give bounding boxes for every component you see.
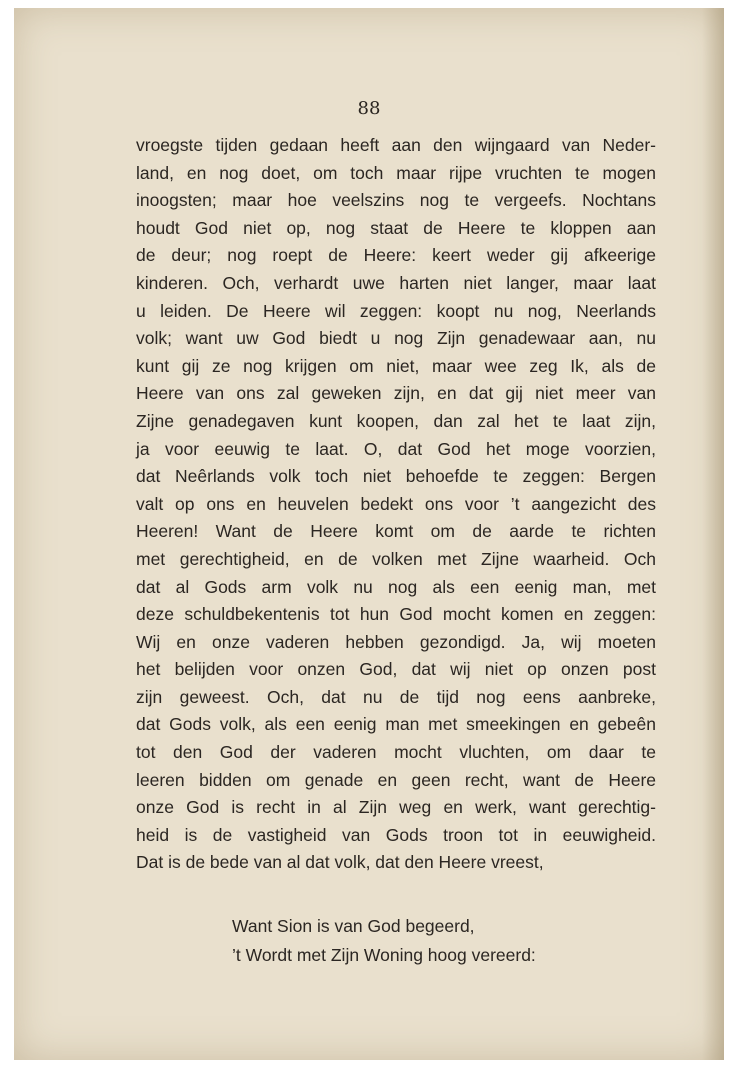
text-line: vroegste tijden gedaan heeft aan den wijngaard van Neder- bbox=[136, 135, 656, 155]
text-line: volk; want uw God biedt u nog Zijn genadewaar aan, nu bbox=[136, 328, 656, 349]
text-line: valt op ons en heuvelen bedekt ons voor ’t aangezicht des bbox=[136, 493, 656, 514]
text-line: dat al Gods arm volk nu nog als een eenig man, met bbox=[136, 576, 656, 597]
verse-line: Want Sion is van God begeerd, bbox=[232, 916, 475, 936]
text-line: u leiden. De Heere wil zeggen: koopt nu nog, Neerlands bbox=[136, 300, 656, 321]
verse-line: ’t Wordt met Zijn Woning hoog vereerd: bbox=[232, 945, 536, 965]
text-line: ja voor eeuwig te laat. O, dat God het moge voorzien, bbox=[136, 438, 656, 459]
page-number: 88 bbox=[357, 98, 381, 119]
text-line: inoogsten; maar hoe veelszins nog te vergeefs. Nochtans bbox=[136, 190, 656, 211]
text-line: dat Neêrlands volk toch niet behoefde te zeggen: Bergen bbox=[136, 466, 656, 487]
text-line: land, en nog doet, om toch maar rijpe vruchten te mogen bbox=[136, 162, 656, 183]
text-line: houdt God niet op, nog staat de Heere te kloppen aan bbox=[136, 217, 656, 238]
text-line: de deur; nog roept de Heere: keert weder gij afkeerige bbox=[136, 245, 656, 266]
text-line: met gerechtigheid, en de volken met Zijne waarheid. Och bbox=[136, 548, 656, 569]
text-line: zijn geweest. Och, dat nu de tijd nog eens aanbreke, bbox=[136, 686, 656, 707]
body-text bbox=[136, 132, 656, 877]
text-line: onze God is recht in al Zijn weg en werk, want gerechtig- bbox=[136, 797, 656, 818]
text-line: Dat is de bede van al dat volk, dat den Heere vreest, bbox=[136, 852, 544, 873]
book-page bbox=[14, 8, 724, 1060]
text-line: Heere van ons zal geweken zijn, en dat gij niet meer van bbox=[136, 383, 656, 404]
text-line: Zijne genadegaven kunt koopen, dan zal het te laat zijn, bbox=[136, 410, 656, 431]
text-line: Wij en onze vaderen hebben gezondigd. Ja, wij moeten bbox=[136, 631, 656, 652]
text-line: Heeren! Want de Heere komt om de aarde te richten bbox=[136, 521, 656, 542]
text-line: kinderen. Och, verhardt uwe harten niet langer, maar laat bbox=[136, 272, 656, 293]
text-line: kunt gij ze nog krijgen om niet, maar wee zeg Ik, als de bbox=[136, 355, 656, 376]
verse bbox=[232, 912, 536, 970]
text-line: heid is de vastigheid van Gods troon tot in eeuwigheid. bbox=[136, 824, 656, 845]
text-line: het belijden voor onzen God, dat wij niet op onzen post bbox=[136, 659, 656, 680]
text-line: tot den God der vaderen mocht vluchten, om daar te bbox=[136, 742, 656, 763]
text-line: dat Gods volk, als een eenig man met smeekingen en gebeên bbox=[136, 714, 656, 735]
text-line: deze schuldbekentenis tot hun God mocht komen en zeggen: bbox=[136, 604, 656, 625]
text-line: leeren bidden om genade en geen recht, want de Heere bbox=[136, 769, 656, 790]
